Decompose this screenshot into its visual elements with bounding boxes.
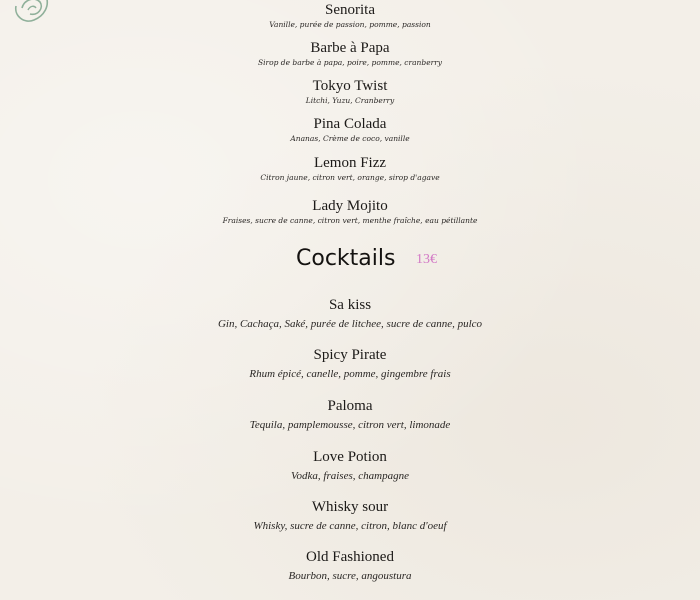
item-description: Sirop de barbe à papa, poire, pomme, cranberry xyxy=(257,58,443,67)
menu-item-barbe-a-papa xyxy=(0,40,700,68)
item-name: Tokyo Twist xyxy=(312,78,388,94)
item-name: Spicy Pirate xyxy=(313,347,387,363)
item-name: Old Fashioned xyxy=(306,549,394,565)
cocktails-section-header xyxy=(0,244,700,278)
item-description: Vodka, fraises, champagne xyxy=(291,470,409,482)
item-name: Barbe à Papa xyxy=(310,40,390,56)
item-name: Lemon Fizz xyxy=(313,155,387,171)
menu-item-love-potion xyxy=(0,449,700,483)
menu-item-senorita xyxy=(0,2,700,30)
menu-item-pina-colada xyxy=(0,116,700,144)
item-name: Paloma xyxy=(327,398,373,414)
item-description: Fraises, sucre de canne, citron vert, menthe fraîche, eau pétillante xyxy=(222,216,478,225)
item-description: Tequila, pamplemousse, citron vert, limonade xyxy=(249,419,451,431)
item-description: Whisky, sucre de canne, citron, blanc d'oeuf xyxy=(253,520,447,532)
section-title: Cocktails xyxy=(296,246,396,271)
menu-item-lemon-fizz xyxy=(0,155,700,183)
menu-item-old-fashioned xyxy=(0,549,700,583)
menu-item-whisky-sour xyxy=(0,499,700,533)
item-name: Sa kiss xyxy=(328,297,372,313)
item-name: Whisky sour xyxy=(311,499,389,515)
item-description: Litchi, Yuzu, Cranberry xyxy=(305,96,395,105)
item-name: Love Potion xyxy=(313,449,387,465)
item-description: Vanille, purée de passion, pomme, passion xyxy=(269,20,431,29)
item-name: Senorita xyxy=(325,2,375,18)
menu-item-sa-kiss xyxy=(0,297,700,331)
item-description: Gin, Cachaça, Saké, purée de litchee, sucre de canne, pulco xyxy=(217,318,483,330)
menu-item-spicy-pirate xyxy=(0,347,700,381)
section-price: 13€ xyxy=(416,252,437,267)
item-description: Citron jaune, citron vert, orange, sirop d'agave xyxy=(260,173,440,182)
menu-item-paloma xyxy=(0,398,700,432)
item-description: Bourbon, sucre, angoustura xyxy=(288,570,412,582)
menu-item-lady-mojito xyxy=(0,198,700,226)
item-name: Pina Colada xyxy=(313,116,387,132)
item-description: Ananas, Crème de coco, vanille xyxy=(290,134,410,143)
item-name: Lady Mojito xyxy=(312,198,388,214)
menu-item-tokyo-twist xyxy=(0,78,700,106)
item-description: Rhum épicé, canelle, pomme, gingembre frais xyxy=(249,368,451,380)
